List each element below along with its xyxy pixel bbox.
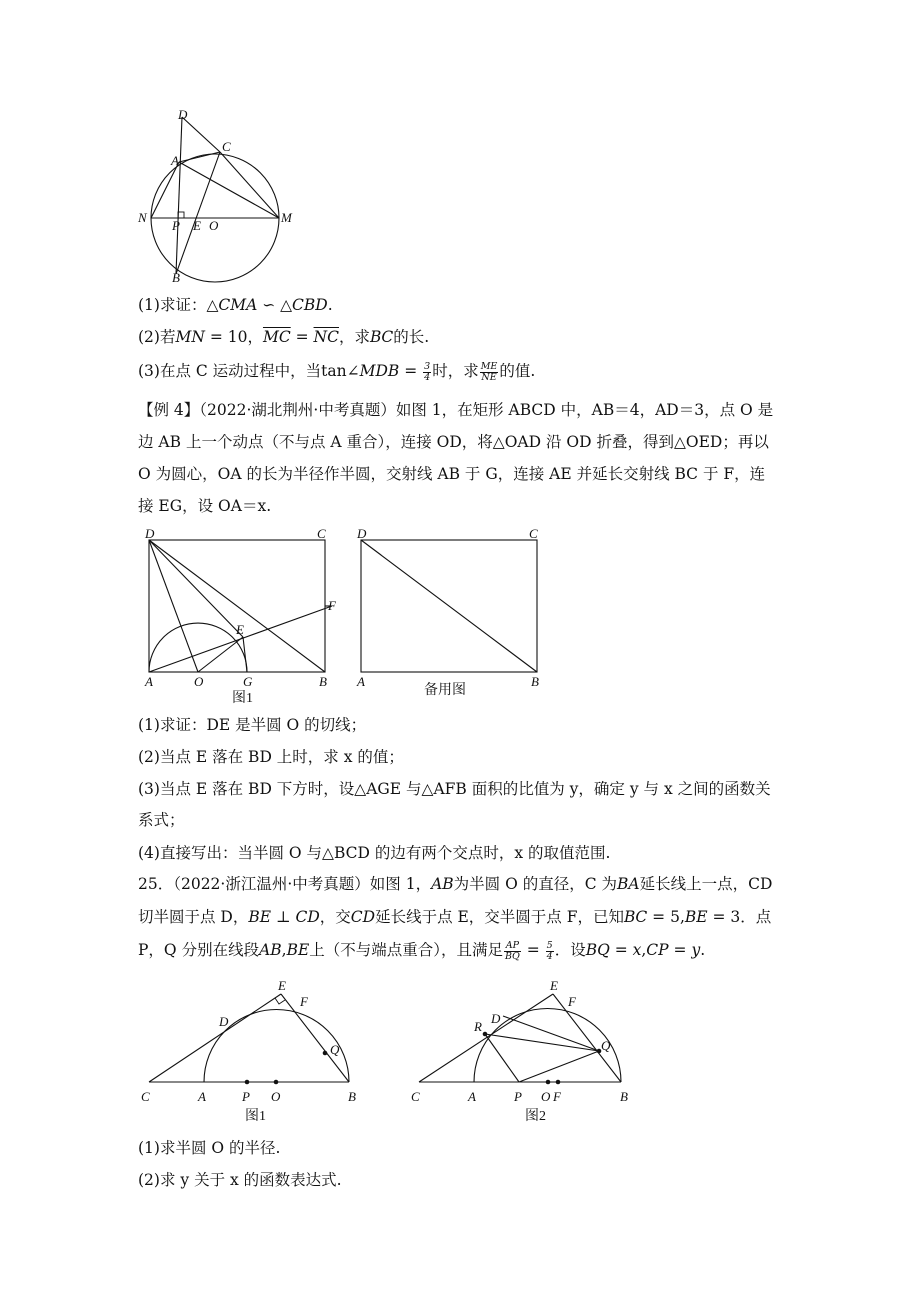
- diagonal-DB: [149, 540, 325, 672]
- ex3-q3-suffix: 的值.: [499, 362, 536, 380]
- segment-NA: [151, 162, 179, 218]
- label-B: B: [348, 1089, 356, 1104]
- segment-CE: [149, 994, 281, 1082]
- fraction-ME-NE: [480, 362, 499, 383]
- ex3-question-3: [138, 360, 880, 383]
- point-P: [245, 1080, 250, 1085]
- label-C: C: [317, 526, 326, 541]
- label-C: C: [222, 139, 231, 154]
- semicircle-O: [149, 623, 247, 672]
- label-O: O: [271, 1089, 281, 1104]
- label-A: A: [171, 153, 179, 168]
- fraction-numerator: 𝐴𝑃: [505, 939, 520, 951]
- figure-caption: 备用图: [424, 683, 466, 698]
- segment-DQ: [503, 1016, 599, 1051]
- label-D: D: [357, 526, 367, 541]
- ex4-backup-figure-svg: [352, 522, 552, 707]
- p25-stem-line-3: [138, 939, 880, 962]
- label-D: D: [178, 107, 188, 122]
- segment-DE: [149, 540, 243, 637]
- fraction-AP-BQ: [504, 941, 521, 962]
- ex4-figure-1-svg: [140, 522, 350, 707]
- fraction-denominator: 4: [546, 950, 553, 962]
- ex4-stem-line-2: 边 AB 上一个动点（不与点 A 重合），连接 OD，将△OAD 沿 OD 折叠，得到△OED；再以: [138, 433, 769, 451]
- segment-RQ: [485, 1034, 599, 1051]
- figure-caption: 图2: [525, 1109, 546, 1124]
- p25-line3-eq: =: [521, 941, 545, 959]
- segment-AC: [179, 152, 220, 162]
- p25-figure-1: [135, 970, 370, 1130]
- label-B: B: [172, 270, 180, 285]
- ex4-figure-1: [140, 522, 350, 707]
- fraction-denominator: 𝑁𝐸: [481, 371, 497, 383]
- ex4-question-3: (3)当点 E 落在 BD 下方时，设△AGE 与△AFB 面积的比值为 y，确定 y 与 x 之间的函数关: [138, 780, 771, 798]
- p25-line3-prefix: P，Q 分别在线段𝐴𝐵,𝐵𝐸上（不与端点重合），且满足: [138, 941, 504, 959]
- ex4-question-4: (4)直接写出：当半圆 O 与△BCD 的边有两个交点时，x 的取值范围.: [138, 844, 611, 862]
- p25-figure-2: [405, 970, 640, 1130]
- label-P: P: [172, 218, 180, 233]
- label-F: F: [300, 994, 308, 1009]
- ex3-q3-mid: 时，求: [432, 362, 479, 380]
- label-C: C: [141, 1089, 150, 1104]
- label-C: C: [529, 526, 538, 541]
- label-O: O: [194, 674, 204, 689]
- ex3-q2-prefix: (2)若𝑀𝑁 = 10，: [138, 328, 263, 346]
- fraction-numerator: 5: [546, 939, 553, 951]
- arc-NC: 𝑁𝐶: [313, 328, 339, 346]
- fraction-denominator: 4: [424, 371, 431, 383]
- label-E: E: [550, 978, 558, 993]
- label-E: E: [278, 978, 286, 993]
- p25-question-2: (2)求 y 关于 x 的函数表达式.: [138, 1171, 342, 1189]
- label-A: A: [145, 674, 153, 689]
- segment-AM: [179, 162, 279, 218]
- segment-PQ: [519, 1051, 599, 1082]
- label-F: F: [328, 598, 336, 613]
- label-E: E: [193, 218, 201, 233]
- segment-CE: [419, 994, 553, 1082]
- p25-figure-2-svg: [405, 970, 640, 1130]
- segment-DB: [176, 117, 182, 274]
- point-Q: [323, 1051, 328, 1056]
- label-G: G: [243, 674, 253, 689]
- fraction-5-4: [546, 941, 554, 962]
- point-O: [274, 1080, 279, 1085]
- p25-stem-line-2: 切半圆于点 D，𝐵𝐸 ⊥ 𝐶𝐷，交𝐶𝐷延长线于点 E，交半圆于点 F，已知𝐵𝐶 = 5,𝐵𝐸 = 3．点: [138, 908, 772, 926]
- label-E: E: [236, 622, 244, 637]
- p25-question-1: (1)求半圆 O 的半径.: [138, 1139, 281, 1157]
- label-P: P: [514, 1089, 522, 1104]
- label-O: O: [541, 1089, 551, 1104]
- diagonal-DB: [361, 540, 537, 672]
- label-C: C: [411, 1089, 420, 1104]
- point-O: [546, 1080, 551, 1085]
- figure-caption: 图1: [245, 1109, 266, 1124]
- label-A: A: [468, 1089, 476, 1104]
- segment-CB: [176, 152, 220, 274]
- label-P: P: [242, 1089, 250, 1104]
- label-R: R: [474, 1019, 482, 1034]
- ex3-question-1: (1)求证：△𝐶𝑀𝐴 ∽ △𝐶𝐵𝐷.: [138, 296, 333, 314]
- ex3-q3-prefix: (3)在点 C 运动过程中，当tan∠𝑀𝐷𝐵 =: [138, 362, 423, 380]
- ex4-question-2: (2)当点 E 落在 BD 上时，求 x 的值；: [138, 748, 404, 766]
- segment-EB: [281, 994, 349, 1082]
- segment-DC: [182, 117, 220, 152]
- point-F: [556, 1080, 561, 1085]
- label-F-bottom: F: [553, 1089, 561, 1104]
- segment-RP: [485, 1034, 519, 1082]
- circle-figure: [130, 105, 300, 285]
- p25-stem-line-1: 25．（2022·浙江温州·中考真题）如图 1，𝐴𝐵为半圆 O 的直径，C 为𝐵𝐴延长线上一点，CD: [138, 875, 773, 893]
- point-R: [483, 1032, 488, 1037]
- label-Q: Q: [601, 1038, 611, 1053]
- label-D: D: [145, 526, 155, 541]
- ex4-question-3-cont: 系式；: [138, 811, 185, 829]
- ex4-backup-figure: [352, 522, 552, 707]
- ex4-question-1: (1)求证：DE 是半圆 O 的切线；: [138, 716, 367, 734]
- label-D: D: [491, 1011, 501, 1026]
- label-O: O: [209, 218, 219, 233]
- ex4-stem-line-4: 接 EG，设 OA＝x.: [138, 497, 272, 515]
- fraction-numerator: 3: [424, 360, 431, 372]
- figure-caption: 图1: [232, 691, 253, 706]
- ex4-stem-line-1: 【例 4】（2022·湖北荆州·中考真题）如图 1，在矩形 ABCD 中，AB＝4，AD＝3，点 O 是: [138, 401, 774, 419]
- ex4-stem-line-3: O 为圆心，OA 的长为半径作半圆，交射线 AB 于 G，连接 AE 并延长交射线 BC 于 F，连: [138, 465, 766, 483]
- label-A: A: [198, 1089, 206, 1104]
- label-Q: Q: [330, 1042, 340, 1057]
- label-D: D: [219, 1014, 229, 1029]
- label-B: B: [531, 674, 539, 689]
- fraction-3-4: [423, 362, 431, 383]
- circle-figure-svg: [130, 105, 300, 285]
- label-N: N: [138, 210, 147, 225]
- right-angle-mark: [275, 998, 285, 1004]
- p25-line3-suffix: ．设𝐵𝑄 = 𝑥,𝐶𝑃 = 𝑦.: [554, 941, 706, 959]
- segment-DO: [149, 540, 198, 672]
- fraction-numerator: 𝑀𝐸: [480, 360, 498, 372]
- label-B: B: [620, 1089, 628, 1104]
- label-M: M: [281, 210, 292, 225]
- p25-figure-1-svg: [135, 970, 370, 1130]
- arc-MC: 𝑀𝐶: [262, 328, 291, 346]
- fraction-denominator: 𝐵𝑄: [505, 950, 520, 962]
- segment-OE: [198, 637, 243, 672]
- label-B: B: [319, 674, 327, 689]
- ex3-q2-suffix: ，求𝐵𝐶的长.: [338, 328, 430, 346]
- ex3-q2-eq: =: [290, 328, 314, 346]
- ex3-question-2: [138, 326, 880, 348]
- label-A: A: [357, 674, 365, 689]
- label-F: F: [568, 994, 576, 1009]
